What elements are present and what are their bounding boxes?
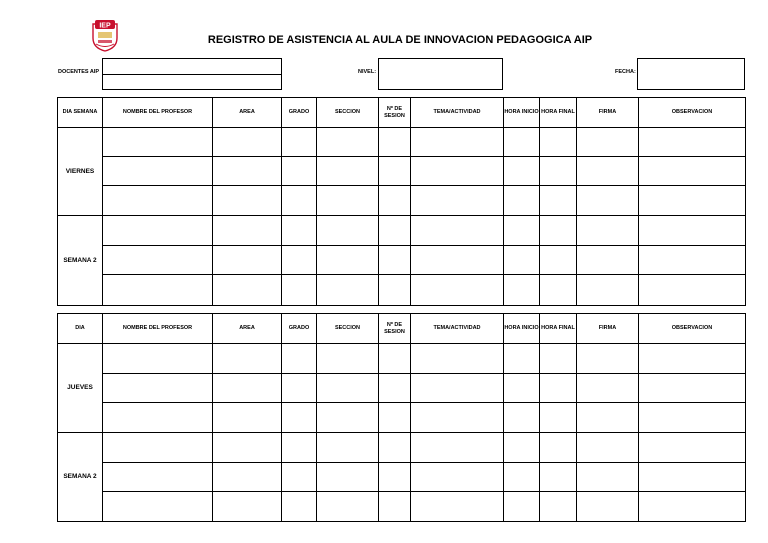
attendance-table-2: [57, 313, 746, 522]
cell[interactable]: [379, 186, 411, 216]
day-label: SEMANA 2: [58, 433, 103, 522]
cell[interactable]: [213, 157, 282, 186]
cell[interactable]: [379, 492, 411, 522]
cell[interactable]: [411, 216, 504, 246]
cell[interactable]: [103, 433, 213, 463]
col-header: GRADO: [282, 314, 317, 344]
cell[interactable]: [282, 157, 317, 186]
cell[interactable]: [411, 344, 504, 374]
cell[interactable]: [411, 492, 504, 522]
day-label: SEMANA 2: [58, 216, 103, 306]
cell[interactable]: [639, 433, 746, 463]
cell[interactable]: [282, 374, 317, 403]
col-header: FIRMA: [577, 98, 639, 128]
cell[interactable]: [103, 492, 213, 522]
table-row: [58, 186, 746, 216]
cell[interactable]: [577, 246, 639, 275]
cell[interactable]: [103, 275, 213, 306]
nivel-label: NIVEL:: [358, 69, 377, 75]
cell[interactable]: [540, 463, 577, 492]
cell[interactable]: [282, 186, 317, 216]
cell[interactable]: [540, 374, 577, 403]
school-crest-icon: [90, 18, 120, 52]
cell[interactable]: [282, 275, 317, 306]
cell[interactable]: [317, 403, 379, 433]
cell[interactable]: [639, 216, 746, 246]
col-header: AREA: [213, 98, 282, 128]
cell[interactable]: [282, 463, 317, 492]
cell[interactable]: [639, 403, 746, 433]
cell[interactable]: [103, 246, 213, 275]
page-title: REGISTRO DE ASISTENCIA AL AULA DE INNOVACION PEDAGOGICA AIP: [207, 34, 593, 46]
table-row: [58, 128, 746, 157]
cell[interactable]: [504, 463, 540, 492]
cell[interactable]: [379, 157, 411, 186]
cell[interactable]: [577, 374, 639, 403]
logo-text: IEP: [99, 22, 111, 30]
attendance-table-1: [57, 97, 746, 306]
col-header: NOMBRE DEL PROFESOR: [103, 314, 213, 344]
cell[interactable]: [213, 433, 282, 463]
col-header: HORA INICIO: [504, 98, 540, 128]
col-header: SECCION: [317, 314, 379, 344]
fecha-label: FECHA:: [615, 69, 636, 75]
cell[interactable]: [639, 246, 746, 275]
cell[interactable]: [379, 216, 411, 246]
day-label: VIERNES: [58, 128, 103, 216]
cell[interactable]: [103, 186, 213, 216]
cell[interactable]: [213, 374, 282, 403]
cell[interactable]: [504, 275, 540, 306]
col-header: Nº DE SESION: [379, 314, 411, 344]
cell[interactable]: [504, 344, 540, 374]
cell[interactable]: [282, 433, 317, 463]
cell[interactable]: [411, 403, 504, 433]
cell[interactable]: [411, 433, 504, 463]
col-header: GRADO: [282, 98, 317, 128]
cell[interactable]: [540, 344, 577, 374]
cell[interactable]: [282, 344, 317, 374]
col-header: DIA: [58, 314, 103, 344]
table-row: [58, 433, 746, 463]
cell[interactable]: [103, 344, 213, 374]
table-row: [58, 374, 746, 403]
cell[interactable]: [213, 463, 282, 492]
table-header-row: [58, 314, 746, 344]
cell[interactable]: [213, 186, 282, 216]
cell[interactable]: [540, 433, 577, 463]
cell[interactable]: [282, 246, 317, 275]
cell[interactable]: [213, 344, 282, 374]
table-row: [58, 344, 746, 374]
cell[interactable]: [540, 157, 577, 186]
cell[interactable]: [504, 374, 540, 403]
docentes-divider: [102, 74, 282, 75]
cell[interactable]: [577, 463, 639, 492]
table-row: [58, 157, 746, 186]
col-header: DIA SEMANA: [58, 98, 103, 128]
cell[interactable]: [213, 216, 282, 246]
cell[interactable]: [540, 128, 577, 157]
cell[interactable]: [317, 216, 379, 246]
cell[interactable]: [504, 216, 540, 246]
cell[interactable]: [577, 492, 639, 522]
cell[interactable]: [577, 433, 639, 463]
col-header: HORA INICIO: [504, 314, 540, 344]
cell[interactable]: [317, 492, 379, 522]
nivel-field[interactable]: [378, 58, 503, 90]
cell[interactable]: [317, 186, 379, 216]
cell[interactable]: [504, 492, 540, 522]
cell[interactable]: [379, 433, 411, 463]
col-header: TEMA/ACTIVIDAD: [411, 314, 504, 344]
cell[interactable]: [639, 157, 746, 186]
cell[interactable]: [540, 246, 577, 275]
col-header: AREA: [213, 314, 282, 344]
cell[interactable]: [213, 275, 282, 306]
cell[interactable]: [504, 186, 540, 216]
cell[interactable]: [379, 403, 411, 433]
cell[interactable]: [540, 186, 577, 216]
cell[interactable]: [577, 275, 639, 306]
cell[interactable]: [282, 492, 317, 522]
cell[interactable]: [577, 216, 639, 246]
cell[interactable]: [411, 275, 504, 306]
cell[interactable]: [317, 157, 379, 186]
cell[interactable]: [639, 463, 746, 492]
cell[interactable]: [317, 463, 379, 492]
cell[interactable]: [379, 374, 411, 403]
cell[interactable]: [411, 374, 504, 403]
cell[interactable]: [504, 246, 540, 275]
cell[interactable]: [639, 275, 746, 306]
cell[interactable]: [213, 403, 282, 433]
cell[interactable]: [639, 186, 746, 216]
cell[interactable]: [103, 128, 213, 157]
col-header: TEMA/ACTIVIDAD: [411, 98, 504, 128]
cell[interactable]: [213, 492, 282, 522]
table-row: [58, 246, 746, 275]
cell[interactable]: [540, 492, 577, 522]
cell[interactable]: [379, 463, 411, 492]
cell[interactable]: [282, 216, 317, 246]
cell[interactable]: [317, 344, 379, 374]
cell[interactable]: [103, 216, 213, 246]
day-label: JUEVES: [58, 344, 103, 433]
col-header: SECCION: [317, 98, 379, 128]
table-row: [58, 403, 746, 433]
cell[interactable]: [540, 216, 577, 246]
col-header: FIRMA: [577, 314, 639, 344]
cell[interactable]: [411, 463, 504, 492]
cell[interactable]: [379, 246, 411, 275]
cell[interactable]: [282, 128, 317, 157]
cell[interactable]: [540, 275, 577, 306]
cell[interactable]: [213, 128, 282, 157]
cell[interactable]: [639, 492, 746, 522]
cell[interactable]: [577, 403, 639, 433]
cell[interactable]: [317, 246, 379, 275]
cell[interactable]: [317, 374, 379, 403]
col-header: HORA FINAL: [540, 314, 577, 344]
table-header-row: [58, 98, 746, 128]
cell[interactable]: [577, 157, 639, 186]
cell[interactable]: [213, 246, 282, 275]
col-header: HORA FINAL: [540, 98, 577, 128]
cell[interactable]: [504, 403, 540, 433]
cell[interactable]: [411, 128, 504, 157]
cell[interactable]: [411, 246, 504, 275]
cell[interactable]: [379, 128, 411, 157]
table-row: [58, 492, 746, 522]
col-header: OBSERVACION: [639, 98, 746, 128]
cell[interactable]: [411, 186, 504, 216]
docentes-label: DOCENTES AIP: [58, 69, 100, 75]
cell[interactable]: [504, 128, 540, 157]
table-row: [58, 463, 746, 492]
col-header: Nº DE SESION: [379, 98, 411, 128]
cell[interactable]: [577, 344, 639, 374]
cell[interactable]: [317, 275, 379, 306]
table-row: [58, 275, 746, 306]
fecha-field[interactable]: [637, 58, 745, 90]
cell[interactable]: [639, 128, 746, 157]
cell[interactable]: [103, 403, 213, 433]
cell[interactable]: [577, 186, 639, 216]
cell[interactable]: [540, 403, 577, 433]
cell[interactable]: [317, 128, 379, 157]
cell[interactable]: [639, 344, 746, 374]
cell[interactable]: [103, 374, 213, 403]
cell[interactable]: [103, 157, 213, 186]
cell[interactable]: [379, 344, 411, 374]
col-header: NOMBRE DEL PROFESOR: [103, 98, 213, 128]
cell[interactable]: [504, 157, 540, 186]
cell[interactable]: [504, 433, 540, 463]
cell[interactable]: [379, 275, 411, 306]
cell[interactable]: [639, 374, 746, 403]
cell[interactable]: [317, 433, 379, 463]
col-header: OBSERVACION: [639, 314, 746, 344]
cell[interactable]: [411, 157, 504, 186]
cell[interactable]: [282, 403, 317, 433]
table-row: [58, 216, 746, 246]
cell[interactable]: [577, 128, 639, 157]
cell[interactable]: [103, 463, 213, 492]
